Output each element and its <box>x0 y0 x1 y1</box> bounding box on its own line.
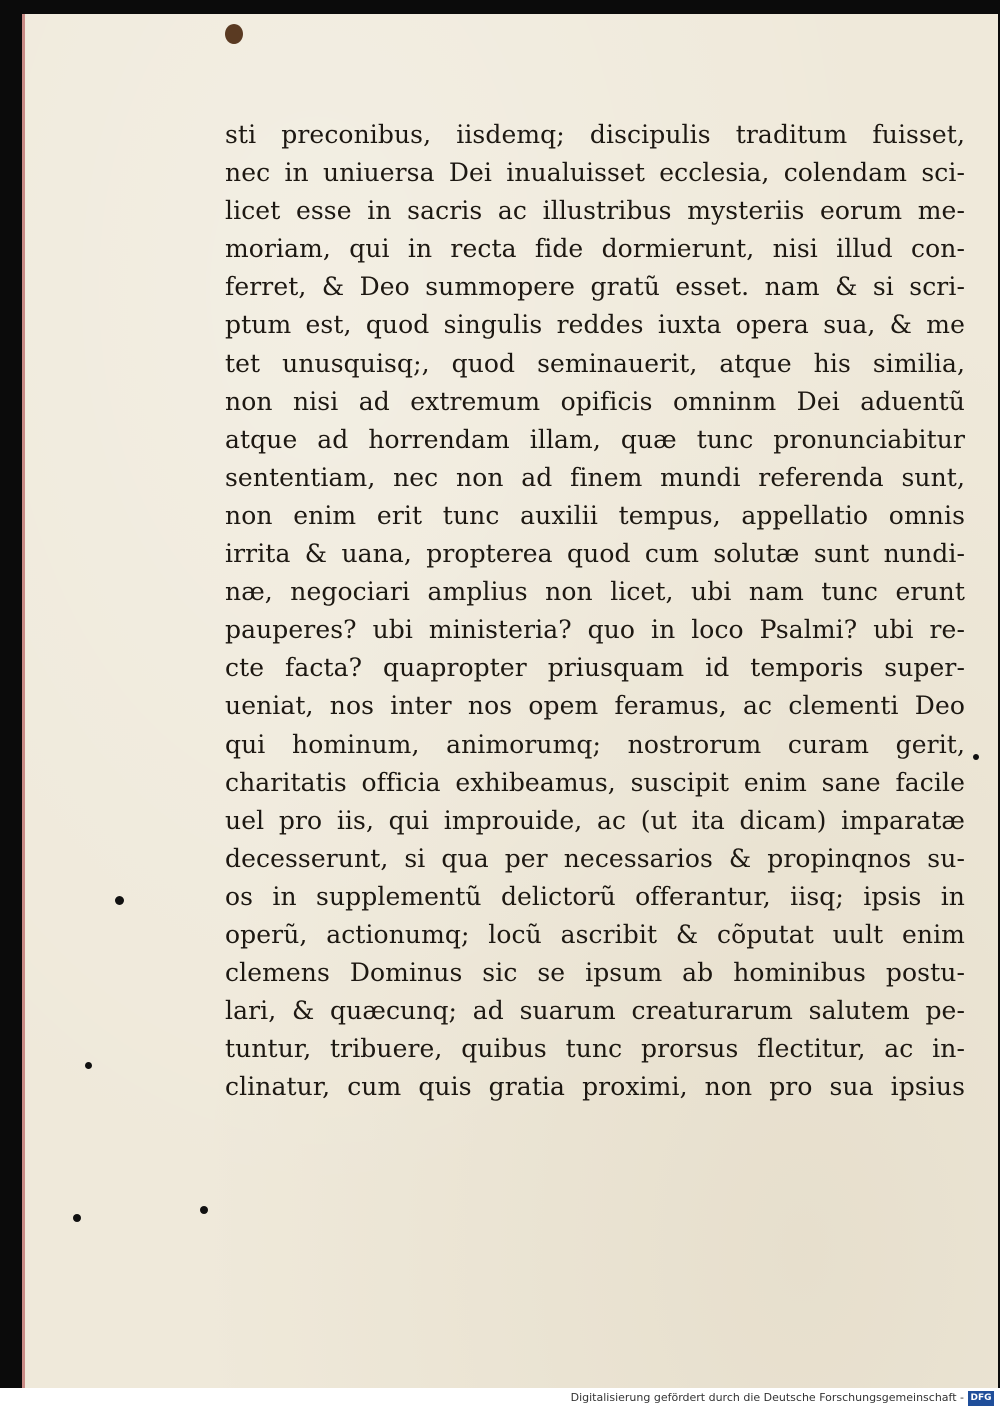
ink-spot <box>200 1206 208 1214</box>
dfg-logo: DFG <box>968 1391 994 1406</box>
text-line: irrita & uana, propterea quod cum solutæ sunt nundi- <box>225 539 965 569</box>
ink-spot <box>73 1214 81 1222</box>
text-line: non enim erit tunc auxilii tempus, appellatio omnis <box>225 500 965 530</box>
text-line: qui hominum, animorumq; nostrorum curam gerit, <box>225 729 965 759</box>
text-line: cte facta? quapropter priusquam id temporis super- <box>225 653 965 683</box>
text-line: charitatis officia exhibeamus, suscipit enim sane facile <box>225 767 965 797</box>
page-text <box>225 116 965 1106</box>
text-line: clinatur, cum quis gratia proximi, non pro sua ipsius <box>225 1072 965 1102</box>
text-line: nec in uniuersa Dei inualuisset ecclesia, colendam sci- <box>225 158 965 188</box>
text-line: os in supplementũ delictorũ offerantur, iisq; ipsis in <box>225 881 965 911</box>
text-line: licet esse in sacris ac illustribus mysteriis eorum me- <box>225 196 965 226</box>
text-line: tet unusquisq;, quod seminauerit, atque his similia, <box>225 348 965 378</box>
text-line: lari, & quæcunq; ad suarum creaturarum salutem pe- <box>225 996 965 1026</box>
text-line: næ, negociari amplius non licet, ubi nam tunc erunt <box>225 577 965 607</box>
text-line: non nisi ad extremum opificis omninm Dei aduentũ <box>225 386 965 416</box>
text-line: atque ad horrendam illam, quæ tunc pronunciabitur <box>225 424 965 454</box>
text-line: sententiam, nec non ad finem mundi referenda sunt, <box>225 462 965 492</box>
footer-bar <box>0 1388 1000 1410</box>
book-page <box>22 14 998 1388</box>
ink-spot <box>973 754 979 760</box>
text-line: decesserunt, si qua per necessarios & propinqnos su- <box>225 843 965 873</box>
text-line: operũ, actionumq; locũ ascribit & cõputat uult enim <box>225 919 965 949</box>
ink-blot <box>225 24 243 44</box>
text-line: pauperes? ubi ministeria? quo in loco Psalmi? ubi re- <box>225 615 965 645</box>
ink-spot <box>115 896 124 905</box>
text-line: ueniat, nos inter nos opem feramus, ac clementi Deo <box>225 691 965 721</box>
text-line: ferret, & Deo summopere gratũ esset. nam & si scri- <box>225 272 965 302</box>
text-line: ptum est, quod singulis reddes iuxta opera sua, & me <box>225 310 965 340</box>
text-line: moriam, qui in recta fide dormierunt, nisi illud con- <box>225 234 965 264</box>
text-line: uel pro iis, qui improuide, ac (ut ita dicam) imparatæ <box>225 805 965 835</box>
ink-spot <box>85 1062 92 1069</box>
funding-credit: Digitalisierung gefördert durch die Deutsche Forschungsgemeinschaft - <box>570 1391 964 1404</box>
text-line: sti preconibus, iisdemq; discipulis traditum fuisset, <box>225 120 965 149</box>
text-line: clemens Dominus sic se ipsum ab hominibus postu- <box>225 958 965 988</box>
text-line: tuntur, tribuere, quibus tunc prorsus flectitur, ac in- <box>225 1034 965 1064</box>
